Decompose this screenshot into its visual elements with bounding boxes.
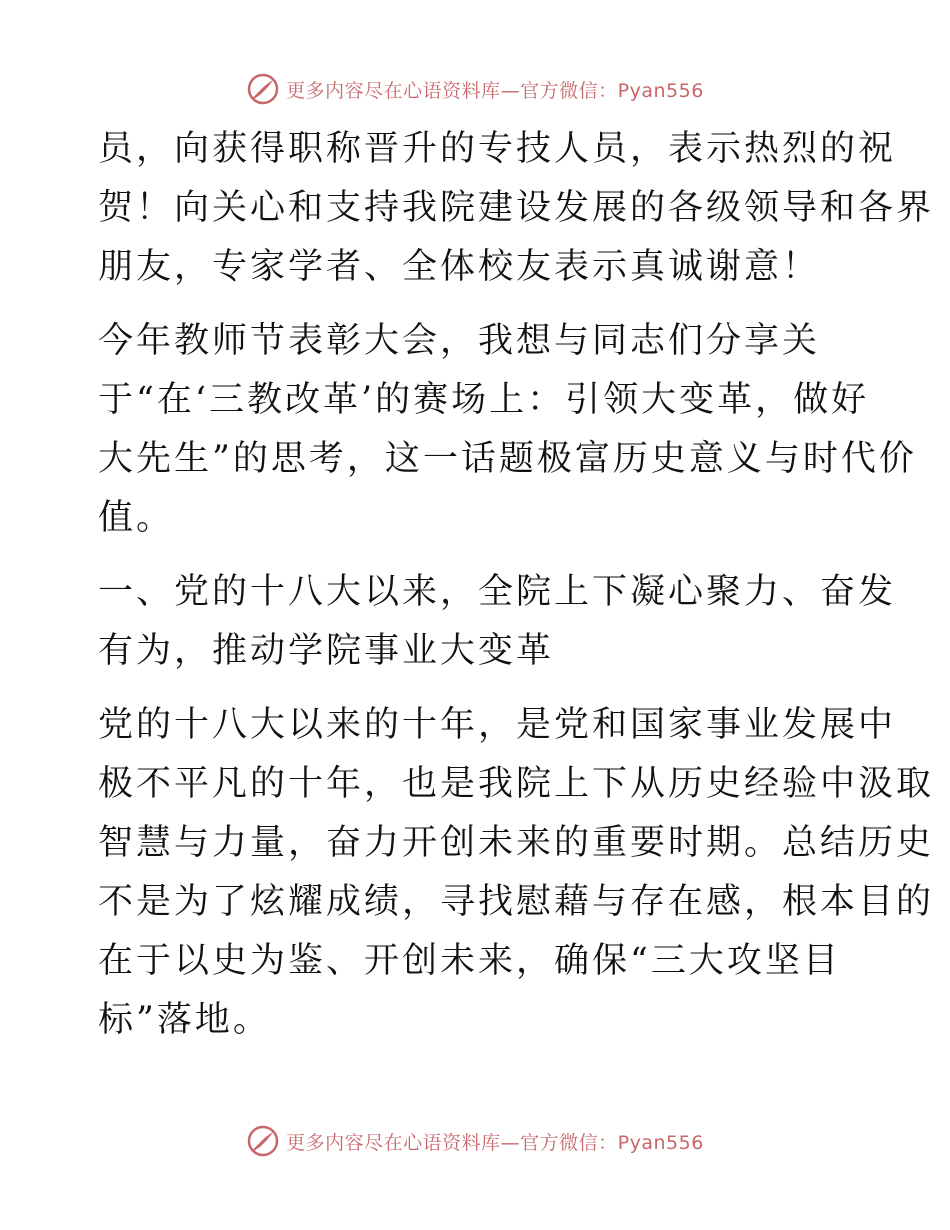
text-line: 今年教师节表彰大会，我想与同志们分享关 [98, 321, 821, 361]
text-line: 于“在‘三教改革’的赛场上：引领大变革，做好 [98, 380, 870, 420]
text-line: 员，向获得职称晋升的专技人员，表示热烈的祝 [98, 129, 897, 169]
header-watermark [0, 72, 950, 106]
text-line: 标”落地。 [98, 1000, 271, 1040]
text-line: 在于以史为鉴、开创未来，确保“三大攻坚目 [98, 941, 841, 981]
section-heading [98, 563, 897, 681]
text-line: 有为，推动学院事业大变革 [98, 631, 555, 671]
text-line: 党的十八大以来的十年，是党和国家事业发展中 [98, 705, 897, 745]
text-line: 极不平凡的十年，也是我院上下从历史经验中汲取 [98, 764, 935, 804]
leaf-pen-icon [246, 1124, 280, 1158]
watermark-text: 更多内容尽在心语资料库—官方微信：Pyan556 [286, 79, 704, 102]
text-line: 贺！向关心和支持我院建设发展的各级领导和各界 [98, 188, 935, 228]
text-line: 智慧与力量，奋力开创未来的重要时期。总结历史 [98, 823, 935, 863]
document-body [98, 120, 935, 1065]
text-line: 一、党的十八大以来，全院上下凝心聚力、奋发 [98, 572, 897, 612]
paragraph-2 [98, 312, 917, 548]
text-line: 不是为了炫耀成绩，寻找慰藉与存在感，根本目的 [98, 882, 935, 922]
paragraph-1 [98, 120, 935, 297]
text-line: 大先生”的思考，这一话题极富历史意义与时代价 [98, 439, 917, 479]
text-line: 朋友，专家学者、全体校友表示真诚谢意！ [98, 247, 821, 287]
leaf-pen-icon [246, 72, 280, 106]
text-line: 值。 [98, 498, 175, 538]
footer-watermark [0, 1124, 950, 1158]
paragraph-3 [98, 696, 935, 1050]
watermark-text: 更多内容尽在心语资料库—官方微信：Pyan556 [286, 1131, 704, 1154]
